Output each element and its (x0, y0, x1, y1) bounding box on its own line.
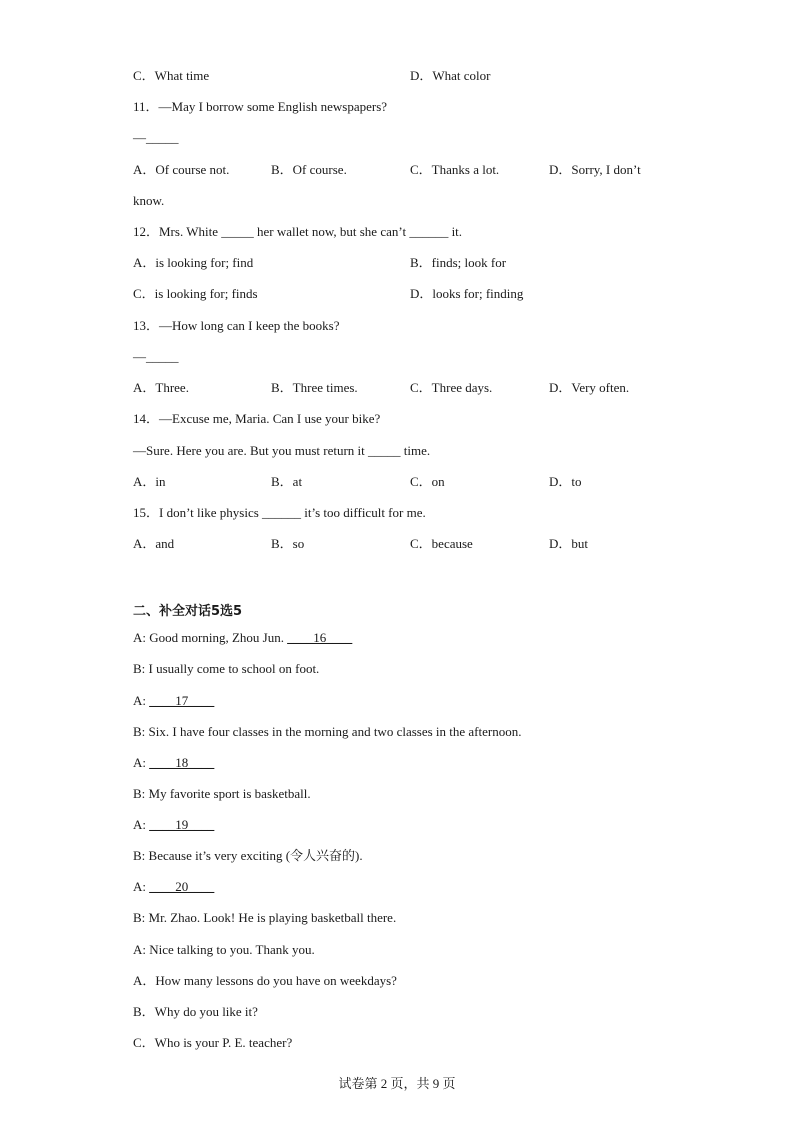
q11-option-d-wrap: know. (133, 193, 165, 208)
dialogue-line-11 (133, 942, 315, 958)
q13-reply: —_____ (133, 349, 179, 364)
q12-option-d: D．looks for; finding (410, 286, 524, 301)
dialogue-line-9 (133, 879, 214, 895)
dialogue-line-2 (133, 661, 319, 677)
section-heading: 二、补全对话5选5 (133, 604, 243, 619)
dialogue-line-7 (133, 817, 214, 833)
q12-option-c: C．is looking for; finds (133, 286, 258, 301)
q10-option-c: C．What time (133, 68, 210, 83)
dialogue-text: B: Mr. Zhao. Look! He is playing basketball there. (133, 910, 397, 925)
q12-stem: 12．Mrs. White _____ her wallet now, but she can’t ______ it. (133, 224, 463, 239)
dialogue-blank-16: ____16____ (287, 630, 353, 645)
dialogue-text: A: (133, 755, 150, 770)
dialogue-text: A: Nice talking to you. Thank you. (133, 942, 315, 957)
dialogue-line-1 (133, 630, 352, 646)
dialogue-text: A: Good morning, Zhou Jun. (133, 630, 288, 645)
q14-stem-2: —Sure. Here you are. But you must return it _____ time. (133, 443, 431, 458)
q13-option-a: A．Three. (133, 380, 189, 395)
q13-option-b: B．Three times. (271, 380, 358, 395)
dialogue-line-10 (133, 910, 396, 926)
dialogue-line-5 (133, 755, 214, 771)
dialogue-text: B: I usually come to school on foot. (133, 661, 320, 676)
dialogue-line-4 (133, 724, 521, 740)
q14-option-a: A．in (133, 474, 166, 489)
q11-option-c: C．Thanks a lot. (410, 162, 500, 177)
dialogue-text: A: (133, 817, 150, 832)
q11-option-b: B．Of course. (271, 162, 347, 177)
dialogue-blank-17: ____17____ (149, 693, 215, 708)
choice-a: A．How many lessons do you have on weekdays? (133, 973, 397, 988)
dialogue-line-6 (133, 786, 311, 802)
q13-option-c: C．Three days. (410, 380, 493, 395)
q14-option-c: C．on (410, 474, 445, 489)
choice-b: B．Why do you like it? (133, 1004, 258, 1019)
q13-option-d: D．Very often. (549, 380, 630, 395)
dialogue-text: A: (133, 879, 150, 894)
q15-option-a: A．and (133, 536, 175, 551)
q14-option-d: D．to (549, 474, 582, 489)
q11-option-a: A．Of course not. (133, 162, 230, 177)
q11-option-d: D．Sorry, I don’t (549, 162, 641, 177)
q12-option-b: B．finds; look for (410, 255, 507, 270)
dialogue-text: B: Because it’s very exciting (令人兴奋的). (133, 848, 363, 863)
dialogue-line-8 (133, 848, 363, 864)
q15-option-c: C．because (410, 536, 473, 551)
dialogue-line-3 (133, 693, 214, 709)
q15-option-d: D．but (549, 536, 589, 551)
q10-option-d: D．What color (410, 68, 491, 83)
q11-reply: —_____ (133, 130, 179, 145)
q13-stem: 13．—How long can I keep the books? (133, 318, 340, 333)
dialogue-blank-19: ____19____ (149, 817, 215, 832)
dialogue-text: B: Six. I have four classes in the morning and two classes in the afternoon. (133, 724, 522, 739)
dialogue-text: A: (133, 693, 150, 708)
q14-option-b: B．at (271, 474, 303, 489)
dialogue-text: B: My favorite sport is basketball. (133, 786, 311, 801)
dialogue-blank-20: ____20____ (149, 879, 215, 894)
dialogue-blank-18: ____18____ (149, 755, 215, 770)
choice-c: C．Who is your P. E. teacher? (133, 1035, 293, 1050)
q11-stem: 11．—May I borrow some English newspapers? (133, 99, 388, 114)
page-footer: 试卷第 2 页，共 9 页 (338, 1076, 456, 1091)
q12-option-a: A．is looking for; find (133, 255, 254, 270)
q15-stem: 15．I don’t like physics ______ it’s too difficult for me. (133, 505, 426, 520)
q14-stem: 14．—Excuse me, Maria. Can I use your bike? (133, 411, 381, 426)
q15-option-b: B．so (271, 536, 305, 551)
